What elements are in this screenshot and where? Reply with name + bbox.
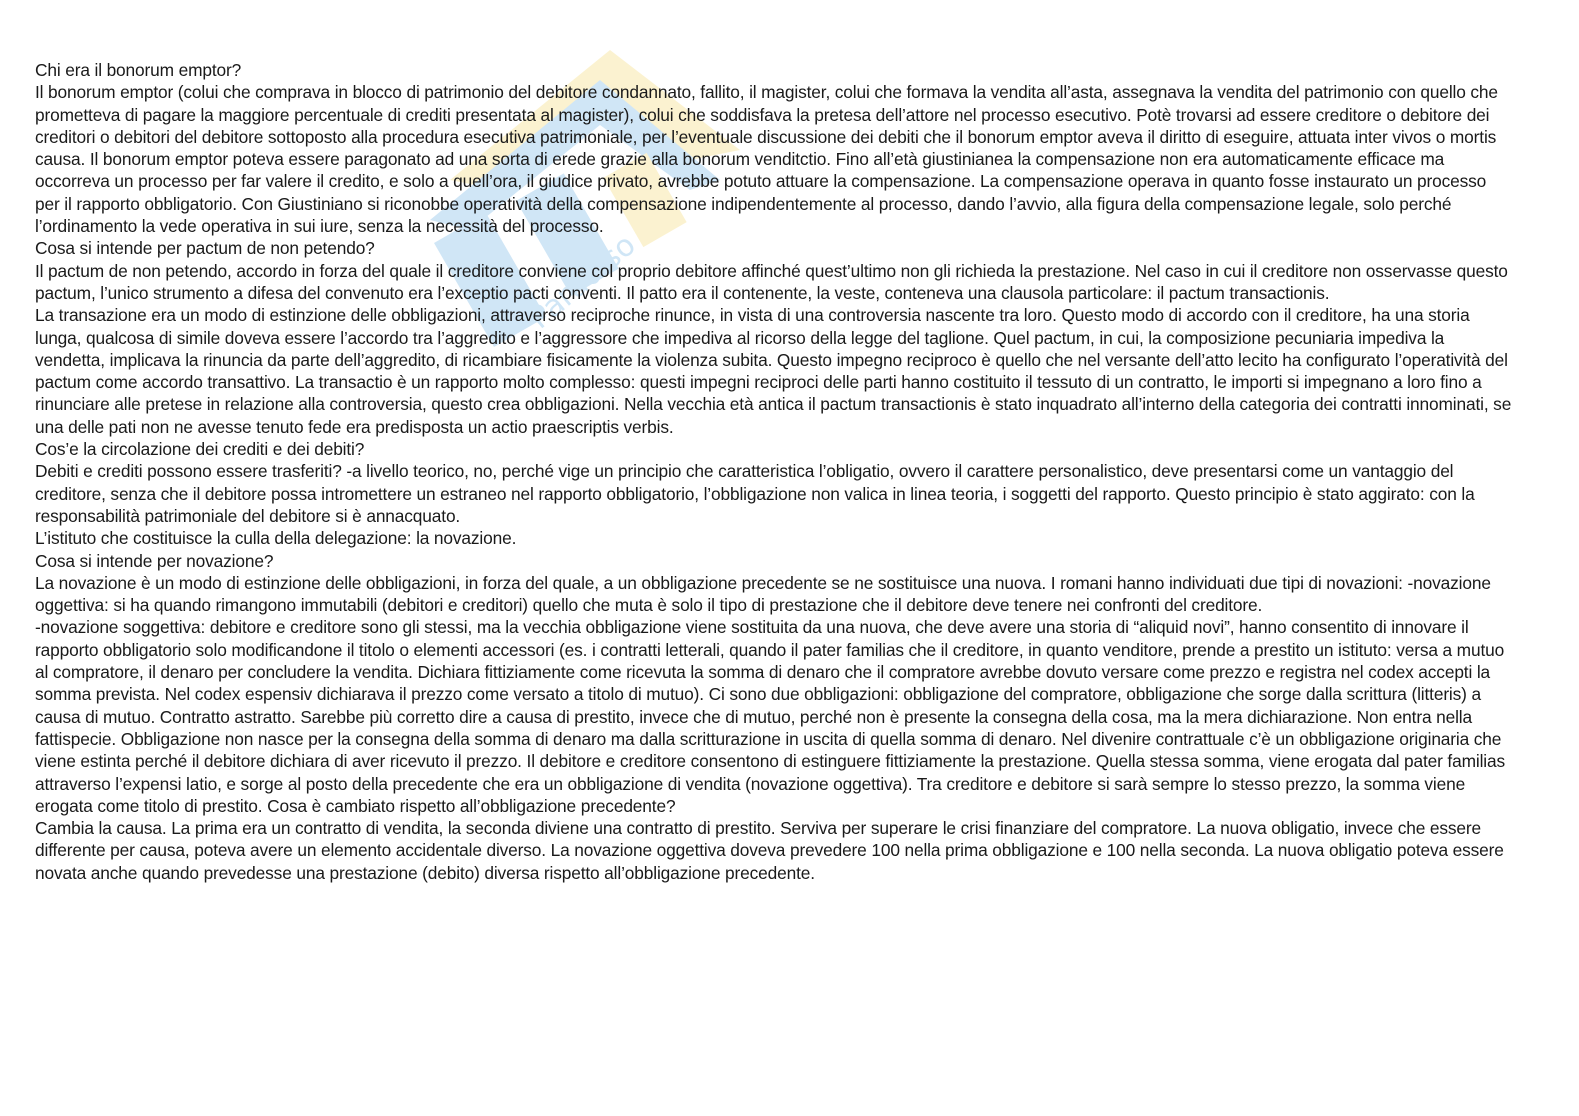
answer-paragraph: La novazione è un modo di estinzione delle obbligazioni, in forza del quale, a un obbligazione precedente se ne sostituisce una nuova. I romani hanno individuati due tipi di novazioni: -novazione oggettiva: si ha quando rimangono immutabili (debitori e creditori) quello che muta è solo il tipo di prestazione che il debitore deve tenere nei confronti del creditore.: [35, 572, 1491, 616]
document-page: [35, 59, 1513, 884]
answer-paragraph: -novazione soggettiva: debitore e creditore sono gli stessi, ma la vecchia obbligazione viene sostituita da una nuova, che deve avere una storia di “aliquid novi”, hanno consentito di innovare il rapporto obbligatorio solo modificandone il titolo o elementi accessori (es. i contratti letterali, quando il pater familias che il creditore, in quanto venditore, prende a prestito un istituto: versa a mutuo al compratore, il denaro per concludere la vendita. Dichiara fittiziamente come ricevuta la somma di denaro che il compratore avrebbe dovuto versare come prezzo e registra nel codex accepti la somma prevista. Nel codex espensiv dichiarava il prezzo come versato a titolo di mutuo). Ci sono due obbligazioni: obbligazione del compratore, obbligazione che sorge dalla scrittura (litteris) a causa di mutuo. Contratto astratto. Sarebbe più corretto dire a causa di prestito, invece che di mutuo, perché non è presente la consegna della cosa, ma la mera dichiarazione. Non entra nella fattispecie. Obbligazione non nasce per la consegna della somma di denaro ma dalla scritturazione in uscita di quella somma di denaro. Nel divenire contrattuale c’è un obbligazione originaria che viene estinta perché il debitore dichiara di aver ricevuto il prezzo. Il debitore e creditore consentono di estinguere fittiziamente la prestazione. Quella stessa somma, viene erogata dal pater familias attraverso l’expensi latio, e sorge al posto della precedente che era un obbligazione di vendita (novazione oggettiva). Tra creditore e debitore si sarà sempre lo stesso prezzo, la somma viene erogata come titolo di prestito. Cosa è cambiato rispetto all’obbligazione precedente?: [35, 617, 1506, 816]
question-heading: Cos’e la circolazione dei crediti e dei debiti?: [35, 439, 365, 460]
answer-paragraph: L’istituto che costituisce la culla della delegazione: la novazione.: [35, 528, 517, 549]
answer-paragraph: La transazione era un modo di estinzione delle obbligazioni, attraverso reciproche rinunce, in vista di una controversia nascente tra loro. Questo modo di accordo con il creditore, ha una storia lunga, qualcosa di simile doveva essere l’accordo tra l’aggredito e l’aggressore che impediva al ricorso della legge del taglione. Quel pactum, in cui, la composizione pecuniaria impediva la vendetta, implicava la rinuncia da parte dell’aggredito, di ricambiare fisicamente la violenza subita. Questo impegno reciproco è quello che nel versante dell’atto lecito ha configurato l’operatività del pactum come accordo transattivo. La transactio è un rapporto molto complesso: questi impegni reciproci delle parti hanno costituito il tessuto di un contratto, le importi si impegnano a loro fino a rinunciare alle pretese in relazione alla controversia, questo crea obbligazioni. Nella vecchia età antica il pactum transactionis è stato inquadrato all’interno della categoria dei contratti innominati, se una delle pati non ne avesse tenuto fede era predisposta un actio praescriptis verbis.: [35, 305, 1512, 437]
answer-paragraph: Il bonorum emptor (colui che comprava in blocco di patrimonio del debitore condannato, fallito, il magister, colui che formava la vendita all’asta, assegnava la vendita del patrimonio con quello che prometteva di pagare la maggiore percentuale di crediti presentata al magister), colui che soddisfava la pretesa dell’attore nel processo esecutivo. Potè trovarsi ad essere creditore o debitore dei creditori o debitori del debitore sottoposto alla procedura esecutiva patrimoniale, per l’eventuale discussione dei debiti che il bonorum emptor aveva il diritto di eseguire, attuata inter vivos o mortis causa. Il bonorum emptor poteva essere paragonato ad una sorta di erede grazie alla bonorum venditctio. Fino all’età giustinianea la compensazione non era automaticamente efficace ma occorreva un processo per far valere il credito, e solo a quell’ora, il giudice privato, avrebbe potuto attuare la compensazione. La compensazione operava in quanto fosse instaurato un processo per il rapporto obbligatorio. Con Giustiniano si riconobbe operatività della compensazione indipendentemente al processo, dando l’avvio, alla figura della compensazione legale, solo perché l’ordinamento la vede operativa in sui iure, senza la necessità del processo.: [35, 82, 1498, 237]
svg-text:Paradiso: Paradiso: [522, 227, 643, 337]
answer-paragraph: Il pactum de non petendo, accordo in forza del quale il creditore conviene col proprio debitore affinché quest’ultimo non gli richieda la prestazione. Nel caso in cui il creditore non osservasse questo pactum, l’unico strumento a difesa del convenuto era l’exceptio pacti conventi. Il patto era il contenente, la veste, conteneva una clausola particolare: il pactum transactionis.: [35, 260, 1508, 303]
question-heading: Chi era il bonorum emptor?: [35, 60, 242, 80]
answer-paragraph: Debiti e crediti possono essere trasferiti? -a livello teorico, no, perché vige un principio che caratteristica l’obligatio, ovvero il carattere personalistico, deve presentarsi come un vantaggio del creditore, senza che il debitore possa intromettere un estraneo nel rapporto obbligatorio, l’obbligazione non valica in linea teoria, i soggetti del rapporto. Questo principio è stato aggirato: con la responsabilità patrimoniale del debitore si è annacquato.: [35, 461, 1475, 526]
question-heading: Cosa si intende per novazione?: [35, 550, 274, 571]
question-heading: Cosa si intende per pactum de non petendo?: [35, 238, 375, 259]
answer-paragraph: Cambia la causa. La prima era un contratto di vendita, la seconda diviene una contratto di prestito. Serviva per superare le crisi finanziare del compratore. La nuova obligatio, invece che essere differente per causa, poteva avere un elemento accidentale diverso. La novazione oggettiva doveva prevedere 100 nella prima obbligazione e 100 nella seconda. La nuova obligatio poteva essere novata anche quando prevedesse una prestazione (debito) diversa rispetto all’obbligazione precedente.: [35, 818, 1504, 883]
